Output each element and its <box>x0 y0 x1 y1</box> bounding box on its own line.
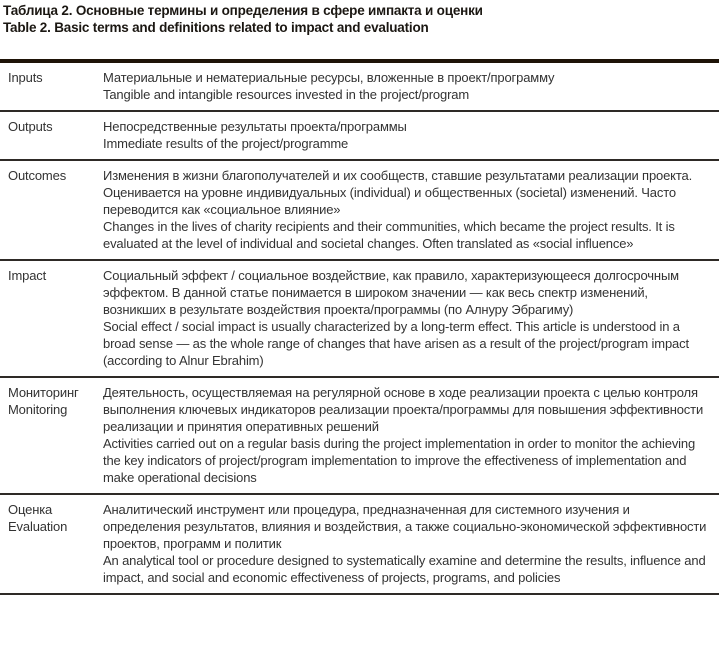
table-row-inputs <box>0 63 719 112</box>
term-label: Мониторинг <box>8 385 79 400</box>
table-row-monitoring <box>0 378 719 495</box>
table-row-impact <box>0 261 719 378</box>
terms-table <box>0 59 719 595</box>
definition-cell <box>103 384 713 486</box>
term-cell <box>8 118 103 152</box>
term-label-translation: Monitoring <box>8 402 68 417</box>
term-cell <box>8 167 103 252</box>
term-label: Impact <box>8 268 47 283</box>
definition-english: Activities carried out on a regular basis during the project implementation in order to monitor the achieving the key indicators of project/program implementation to improve the effectiveness of implementation and make operational decisions <box>103 436 696 485</box>
definition-russian: Деятельность, осуществляемая на регулярной основе в ходе реализации проекта с целью контроля выполнения ключевых индикаторов реализации проекта/программы для повышения эффективности реализации и принятия оперативных решений <box>103 385 704 434</box>
term-label-translation: Evaluation <box>8 519 68 534</box>
table-row-evaluation <box>0 495 719 595</box>
term-label: Outputs <box>8 119 53 134</box>
table-caption-en: Table 2. Basic terms and definitions related to impact and evaluation <box>3 19 429 35</box>
table-caption <box>0 3 719 36</box>
definition-cell <box>103 167 713 252</box>
definition-english: An analytical tool or procedure designed to systematically examine and determine the results, influence and impact, and social and economic effectiveness of projects, programs, and policies <box>103 553 706 585</box>
definition-cell <box>103 118 713 152</box>
definition-cell <box>103 267 713 369</box>
definition-english: Tangible and intangible resources invested in the project/program <box>103 87 470 102</box>
definition-english: Changes in the lives of charity recipients and their communities, which became the project results. It is evaluated at the level of individual and societal changes. Often translated as «social influence» <box>103 219 675 251</box>
definition-russian: Изменения в жизни благополучателей и их сообществ, ставшие результатами реализации проекта. Оценивается на уровне индивидуальных (individual) и общественных (societal) изменений. Часто переводится как «социальное влияние» <box>103 168 693 217</box>
term-label: Outcomes <box>8 168 67 183</box>
term-cell <box>8 501 103 586</box>
definition-english: Immediate results of the project/programme <box>103 136 349 151</box>
definition-russian: Непосредственные результаты проекта/программы <box>103 119 407 134</box>
definition-russian: Аналитический инструмент или процедура, предназначенная для системного изучения и определения результатов, влияния и воздействия, а также социально-экономической эффективности проектов, программ и политик <box>103 502 707 551</box>
term-label: Оценка <box>8 502 53 517</box>
term-cell <box>8 69 103 103</box>
table-caption-ru: Таблица 2. Основные термины и определения в сфере импакта и оценки <box>3 3 483 18</box>
definition-cell <box>103 69 713 103</box>
table-row-outputs <box>0 112 719 161</box>
term-cell <box>8 267 103 369</box>
term-cell <box>8 384 103 486</box>
definition-cell <box>103 501 713 586</box>
definition-english: Social effect / social impact is usually characterized by a long-term effect. This article is understood in a broad sense — as the whole range of changes that have arisen as a result of the project/program impact (according to Alnur Ebrahim) <box>103 319 689 368</box>
term-label: Inputs <box>8 70 43 85</box>
definition-russian: Социальный эффект / социальное воздействие, как правило, характеризующееся долгосрочным эффектом. В данной статье понимается в широком значении — как весь спектр изменений, возникших в результате воздействия проекта/программы (по Алнуру Эбрагиму) <box>103 268 679 317</box>
table-row-outcomes <box>0 161 719 261</box>
definition-russian: Материальные и нематериальные ресурсы, вложенные в проект/программу <box>103 70 555 85</box>
